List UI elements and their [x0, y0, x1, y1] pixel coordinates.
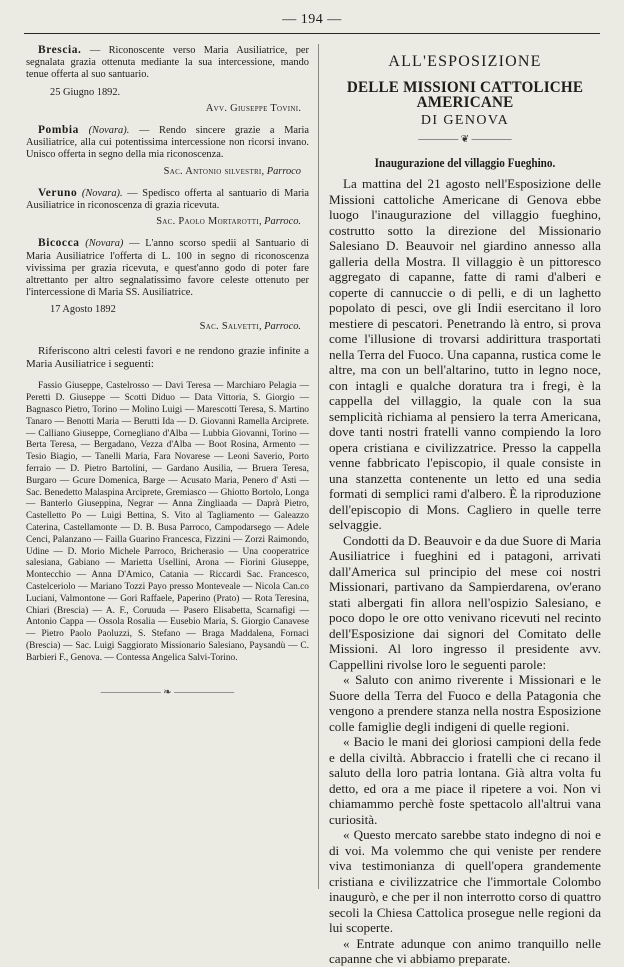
grace-entry	[26, 44, 309, 115]
entry-signature: Avv. Giuseppe Tovini.	[205, 102, 301, 114]
signature-name: Giuseppe Tovini	[230, 102, 299, 114]
entry-province: (Novara).	[77, 187, 123, 199]
entry-place-name: Pombia	[38, 124, 79, 137]
article-paragraph: « Saluto con animo riverente i Missionari e le Suore della Terra del Fuoco e della Patagonia che vengono a prendere stanza nella nostra Esposizione colle famiglie degli indigeni di quelle regioni.	[329, 672, 601, 734]
article-paragraph: « Bacio le mani dei gloriosi campioni della fede e della civiltà. Abbraccio i fratelli che ci recano il saluto della loro patria lontana. Già altra volta fu detto, ed ora a me piace il ripetere a voi. Non vi chiamammo perchè foste spettacolo all'altrui vana curiosità.	[329, 734, 601, 827]
entry-province: (Novara).	[78, 125, 130, 137]
article-paragraph: Condotti da D. Beauvoir e da due Suore di Maria Ausiliatrice i fueghini ed i patagoni, arrivati dall'America sul principio del mese coi nostri Missionari, partivano da Sampierdarena, ov'erano stati albergati fin allora nell'ospizio Salesiano, e poco dopo le ore otto venivano ricevuti nel recinto dell'Esposizione dai signori del Comitato delle Missioni. Al loro ingresso il presidente avv. Cappellini rivolse loro le seguenti parole:	[329, 532, 601, 672]
entry-signature: Sac. Salvetti, Parroco.	[199, 320, 301, 332]
article-title-main: DELLE MISSIONI CATTOLICHE AMERICANE	[346, 76, 584, 111]
entry-text: — L'anno scorso spedii al Santuario di Maria Ausiliatrice l'offerta di L. 100 in segno di riconoscenza vivissima per grazia ricevuta, e quest'anno godo di poter fare altrettanto per altro segnalatissimo favore celeste ottenuto per l'intercessione di Maria SS. Ausiliatrice.	[26, 238, 309, 299]
article-title-city: DI GENOVA	[420, 112, 510, 128]
article-paragraph: « Questo mercato sarebbe stato indegno di noi e di voi. Ma volemmo che qui veniste per rendere viva testimonianza di quell'opera grandemente cristiana e civilizzatrice che l'immortale Colombo inaugurò, e che per il non interrotto corso di quattro secoli la Chiesa Cattolica prosegue nelle regioni da lui scoperte.	[329, 827, 601, 935]
entry-signature: Sac. Paolo Mortarotti, Parroco.	[156, 216, 301, 228]
entry-place-name: Bicocca	[38, 237, 80, 250]
header-rule	[24, 33, 600, 34]
thanksgiving-intro: Riferiscono altri celesti favori e ne rendono grazie infinite a Maria Ausiliatrice i seguenti:	[26, 344, 309, 371]
entry-place-name: Veruno	[38, 186, 78, 199]
page-number: — 194 —	[282, 12, 342, 27]
article-subheading: Inaugurazione del villaggio Fueghino.	[374, 155, 556, 170]
article-title: ALL'ESPOSIZIONE	[388, 53, 542, 70]
left-column	[26, 44, 309, 699]
entry-paragraph	[26, 237, 309, 299]
entry-place-name: Brescia.	[38, 44, 82, 56]
grace-entry	[26, 187, 309, 229]
names-list: Fassio Giuseppe, Castelrosso — Davi Teresa — Marchiaro Pelagia — Peretti D. Giuseppe — Scotti Diduo — Data Vittoria, S. Giorgio — Bagnasco Pietro, Torino — Molino Luigi — Marescotti Teresa, S. Martino Tanaro — Benotti Maria — Berutti Ida — D. Giovanni Ramella Arciprete. — Calliano Giuseppe, Cornegliano d'Alba — Lubbia Giovanni, Torino — Berta Teresa, — Bergadano, Vezza d'Alba — Boot Rosina, Armento — Tesio Biagio, — Tanelli Maria, Fara Novarese — Leoni Saverio, Porto ferraio — D. Pietro Bartolini, — Gardano Ausilia, — Bruera Teresa, Burgaro — Gcure Domenica, Barge — Acusato Maria, Penero d' Asti — Sac. Benedetto Malaspina Arciprete, Gremiasco — Ghiotto Bortolo, Longa — Banterlo Giuseppina, Negrar — Anna Zingliaada — Daprà Pietro, Castelletto Po — Luigi Bettina, S. Vito al Tagliamento — Galeazzo Caterina, Castellamonte — D. B. Busa Parroco, Campodarsego — Adele Cenci, Palanzano — Failla Guarino Francesca, Fizzini — Zorzi Raimondo, Udine — D. Morio Michele Parroco, Bricherasio — Una cooperatrice salesiana, Gabiano — Marietta Usellini, Arona — Fiorini Giuseppe, Montecchio — Anna D'Amico, Catania — Riccardi Sac. Francesco, Castelceriolo — Mariano Tozzi Payo presso Monteveale — Nicola Can.co Luciani, Valmontone — Gori Raffaele, Paperino (Prato) — Rota Teresina, Chiari (Brescia) — A. F., Coruuda — Pasero Elisabetta, Scarnafigi — Antonio Cappa — Ossola Rosalia — Eusebio Maria, S. Giorgio Canavese — Pietro Paolo Paoluzzi, S. Stefano — Braga Maddalena, Fornaci (Brescia) — Sac. Luigi Saggiorato Missionario Salesiano, Paysandù — C. Barbieri F., Genova. — Contessa Angelica Salvi-Torino.	[26, 381, 309, 663]
article-paragraph: « Entrate adunque con animo tranquillo nelle capanne che vi abbiamo preparate.	[329, 935, 601, 966]
entry-date: 25 Giugno 1892.	[50, 86, 121, 98]
entry-date: 17 Agosto 1892	[50, 304, 116, 316]
column-divider	[318, 44, 319, 889]
entry-text: — Spedisco offerta al santuario di Maria Ausiliatrice in riconoscenza di grazia ricevuta.	[26, 187, 309, 212]
entry-paragraph	[26, 44, 309, 82]
grace-entry	[26, 237, 309, 332]
entry-text: — Riconoscente verso Maria Ausiliatrice, per segnalata grazia ottenuta mediante la sua intercessione, mando tenue offerta al suo santuario.	[26, 45, 309, 81]
article-paragraph: La mattina del 21 agosto nell'Esposizione delle Missioni cattoliche Americane di Genova ebbe luogo l'inaugurazione del villaggio fueghino, costrutto sotto la direzione del Missionario Salesiano D. Beauvoir nel giardino annesso alla galleria della Mostra. Il villaggio è un pittoresco aggregato di capanne, fatte di rami d'alberi e coperte di cannuccie o di pelli, e di un laghetto popolato di pesci, ove gli Indii esercitano il loro mestiere di pescatori. Penetrando là entro, si prova come l'illusione di trovarsi addirittura trasportati nella Terra del Fuoco. Una capanna, rustica come le altre, ma con un bell'altarino, tutto in legno noce, con intagli e qualche doratura tra i fregi, è la cappella del villaggio, la quale con la sua semplicità richiama al pensiero la terra Americana, dove tanti nostri fratelli vanno compiendo la loro opera cristiana e civilizzatrice. Presso la cappella venne fabbricato l'episcopio, il quale consiste in una stanzetta contenente un letto ed una sedia formati di semplici rami d'albero. È la riproduzione dell'episcopio di Mons. Cagliero in quelle terre selvaggie.	[329, 176, 601, 532]
right-column	[329, 44, 601, 967]
entry-province: (Novara)	[79, 238, 124, 250]
ornament-divider: —————— ❧ ——————	[100, 686, 235, 698]
entry-signature: Sac. Antonio silvestri, Parroco	[163, 165, 301, 177]
grace-entry	[26, 124, 309, 178]
signature-name: Salvetti	[221, 320, 259, 332]
signature-name: Paolo Mortarotti	[178, 216, 259, 228]
signature-name: Antonio silvestri	[185, 165, 262, 177]
entry-text: — Rendo sincere grazie a Maria Ausiliatrice, alla cui potentissima intercessione non ricorsi invano. Unisco offerta in segno della mia riconoscenza.	[26, 125, 309, 161]
entry-paragraph	[26, 187, 309, 212]
ornament-divider: ———— ❦ ————	[418, 134, 512, 145]
entry-paragraph	[26, 124, 309, 162]
